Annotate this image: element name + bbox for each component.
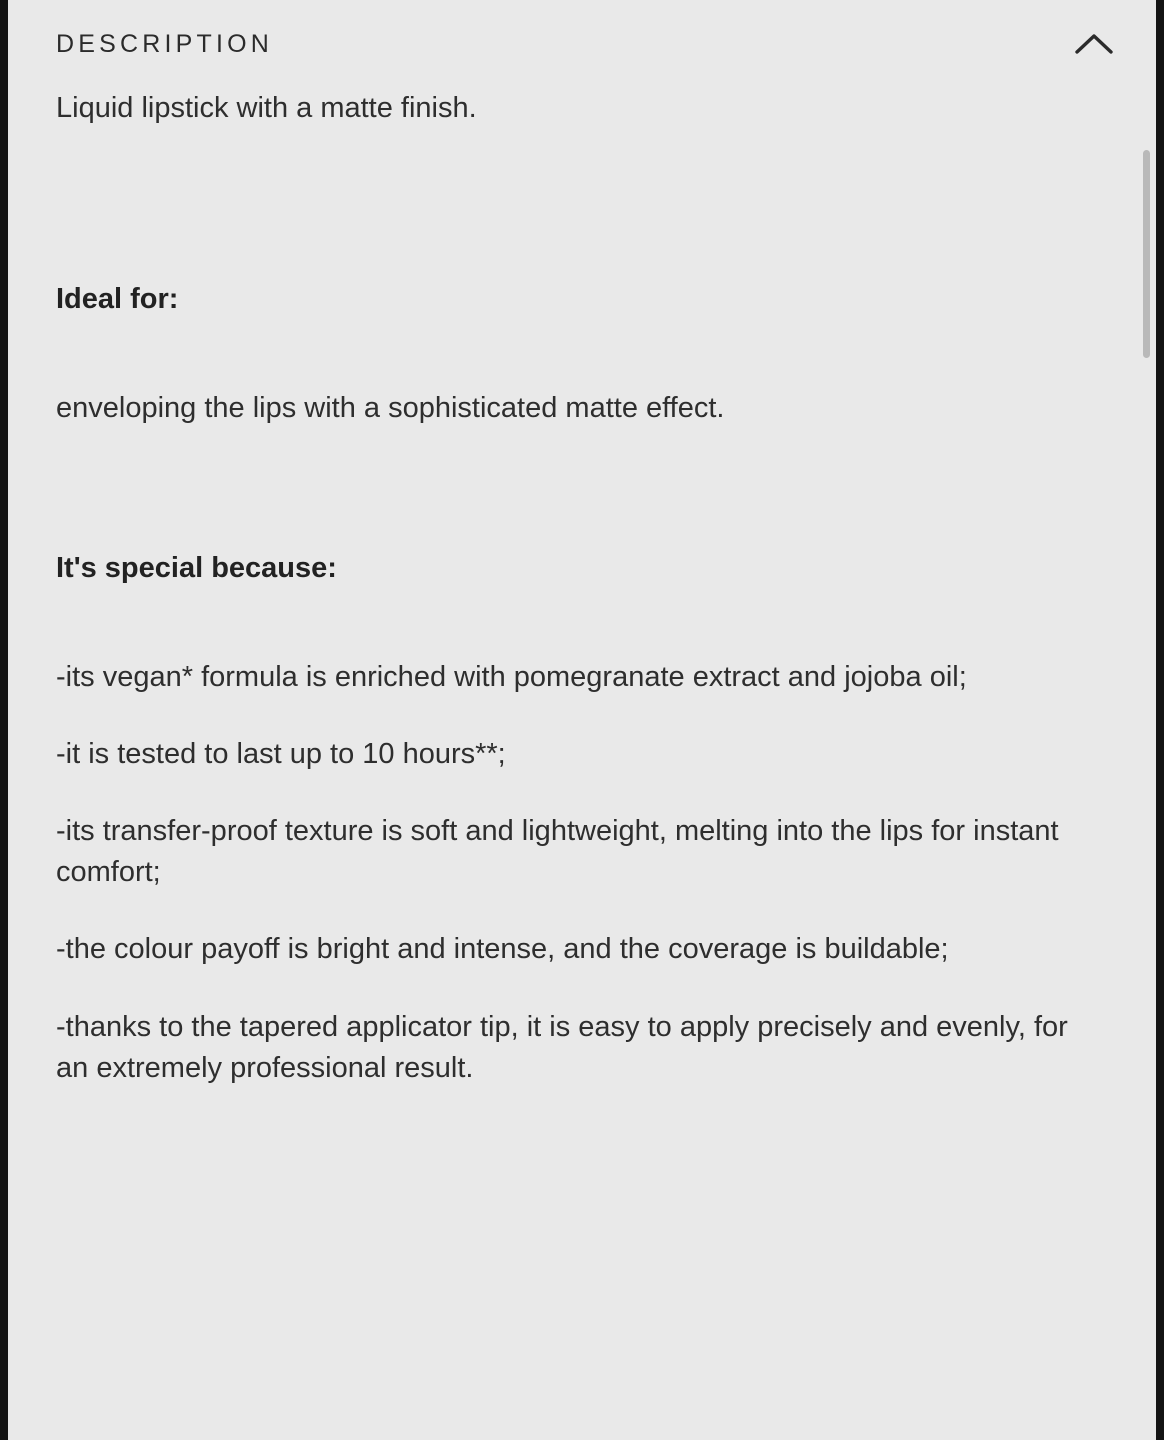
chevron-up-icon[interactable] (1072, 22, 1116, 66)
description-intro: Liquid lipstick with a matte finish. (56, 92, 477, 124)
special-bullet-1: -its vegan* formula is enriched with pomegranate extract and jojoba oil; (56, 660, 967, 693)
spacer (56, 893, 1108, 929)
spacer (56, 971, 1108, 1007)
spacer (56, 698, 1108, 734)
description-section-header[interactable] (8, 0, 1156, 88)
page-left-edge (0, 0, 8, 1440)
special-bullet-3: -its transfer-proof texture is soft and lightweight, melting into the lips for instant comfort; (56, 815, 1059, 889)
special-bullet-2: -it is tested to last up to 10 hours**; (56, 737, 506, 770)
page-right-edge (1156, 0, 1164, 1440)
spacer (56, 775, 1108, 811)
spacer (56, 430, 1108, 548)
description-body (8, 88, 1156, 1089)
spacer (56, 320, 1108, 388)
section-title: DESCRIPTION (56, 29, 274, 58)
special-because-heading: It's special because: (56, 551, 337, 584)
scrollbar-thumb[interactable] (1143, 150, 1150, 358)
special-bullet-4: -the colour payoff is bright and intense, and the coverage is buildable; (56, 933, 949, 966)
ideal-for-text: enveloping the lips with a sophisticated matte effect. (56, 392, 725, 425)
spacer (56, 589, 1108, 657)
spacer (56, 129, 1108, 279)
description-panel (8, 0, 1156, 1440)
ideal-for-heading: Ideal for: (56, 283, 179, 316)
special-bullet-5: -thanks to the tapered applicator tip, it is easy to apply precisely and evenly, for an extremely professional result. (56, 1010, 1068, 1084)
